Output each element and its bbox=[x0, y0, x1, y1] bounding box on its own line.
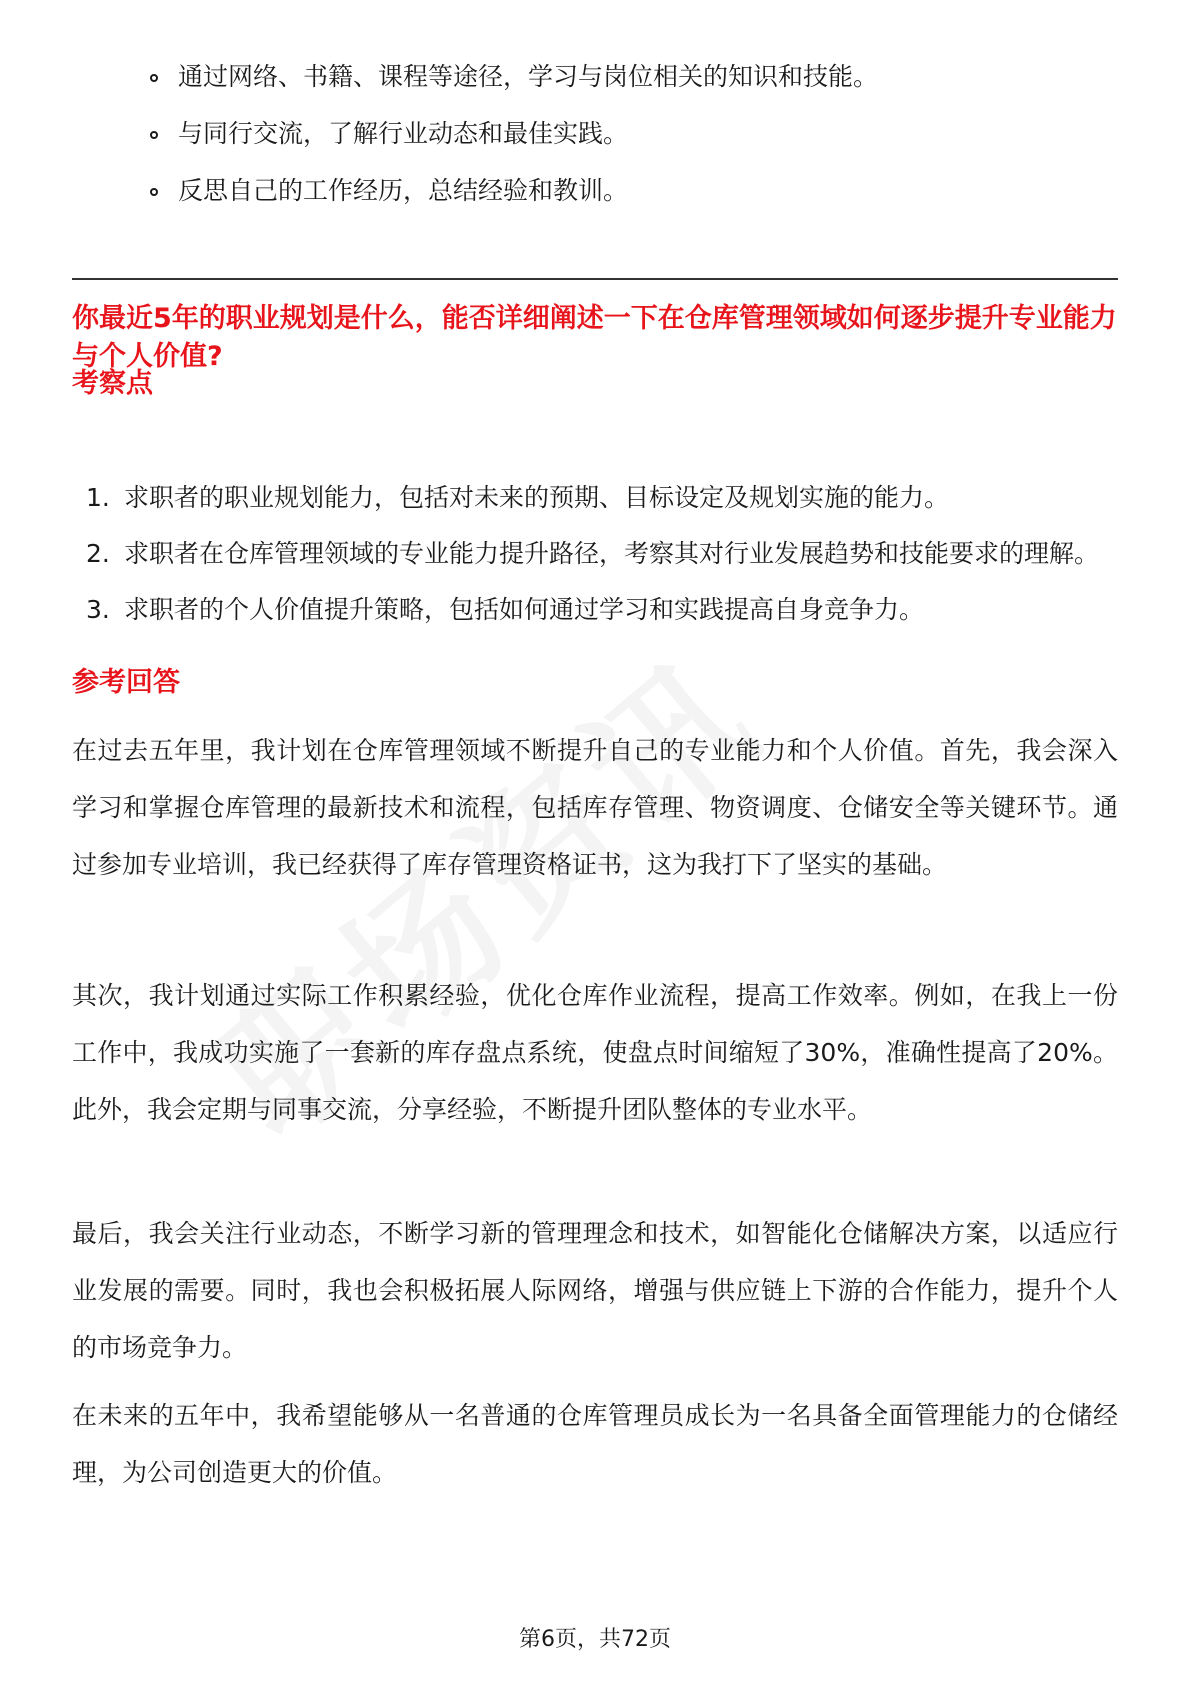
list-item bbox=[72, 470, 1118, 526]
list-item-number: 3. bbox=[86, 595, 110, 624]
list-item-text: 求职者的职业规划能力，包括对未来的预期、目标设定及规划实施的能力。 bbox=[124, 483, 950, 512]
list-item-text: 与同行交流，了解行业动态和最佳实践。 bbox=[178, 119, 629, 148]
hollow-bullet-icon bbox=[150, 74, 158, 82]
list-item bbox=[72, 526, 1118, 582]
list-item-text: 求职者的个人价值提升策略，包括如何通过学习和实践提高自身竞争力。 bbox=[124, 595, 925, 624]
list-item bbox=[72, 582, 1118, 638]
list-item bbox=[150, 115, 878, 152]
list-item bbox=[150, 172, 878, 209]
answer-paragraph: 其次，我计划通过实际工作积累经验，优化仓库作业流程，提高工作效率。例如，在我上一份工作中，我成功实施了一套新的库存盘点系统，使盘点时间缩短了30%，准确性提高了20%。此外，我会定期与同事交流，分享经验，不断提升团队整体的专业水平。 bbox=[72, 981, 1118, 1124]
assessment-points-list bbox=[72, 470, 1118, 638]
list-item-text: 求职者在仓库管理领域的专业能力提升路径，考察其对行业发展趋势和技能要求的理解。 bbox=[124, 539, 1100, 568]
list-item-number: 1. bbox=[86, 483, 110, 512]
tips-list bbox=[150, 58, 878, 229]
answer-paragraph: 最后，我会关注行业动态，不断学习新的管理理念和技术，如智能化仓储解决方案，以适应行业发展的需要。同时，我也会积极拓展人际网络，增强与供应链上下游的合作能力，提升个人的市场竞争力。 bbox=[72, 1219, 1118, 1362]
list-item bbox=[150, 58, 878, 95]
section-divider bbox=[72, 278, 1118, 280]
answer-paragraph: 在过去五年里，我计划在仓库管理领域不断提升自己的专业能力和个人价值。首先，我会深入学习和掌握仓库管理的最新技术和流程，包括库存管理、物资调度、仓储安全等关键环节。通过参加专业培训，我已经获得了库存管理资格证书，这为我打下了坚实的基础。 bbox=[72, 736, 1118, 879]
answer-paragraph: 在未来的五年中，我希望能够从一名普通的仓库管理员成长为一名具备全面管理能力的仓储经理，为公司创造更大的价值。 bbox=[72, 1401, 1118, 1487]
list-item-number: 2. bbox=[86, 539, 110, 568]
reference-answer-heading: 参考回答 bbox=[72, 667, 180, 698]
page-number: 第6页，共72页 bbox=[519, 1627, 671, 1652]
hollow-bullet-icon bbox=[150, 131, 158, 139]
question-heading: 你最近5年的职业规划是什么，能否详细阐述一下在仓库管理领域如何逐步提升专业能力与个人价值? bbox=[72, 303, 1117, 372]
list-item-text: 通过网络、书籍、课程等途径，学习与岗位相关的知识和技能。 bbox=[178, 62, 879, 91]
list-item-text: 反思自己的工作经历，总结经验和教训。 bbox=[178, 176, 629, 205]
assessment-points-heading: 考察点 bbox=[72, 368, 153, 399]
hollow-bullet-icon bbox=[150, 188, 158, 196]
